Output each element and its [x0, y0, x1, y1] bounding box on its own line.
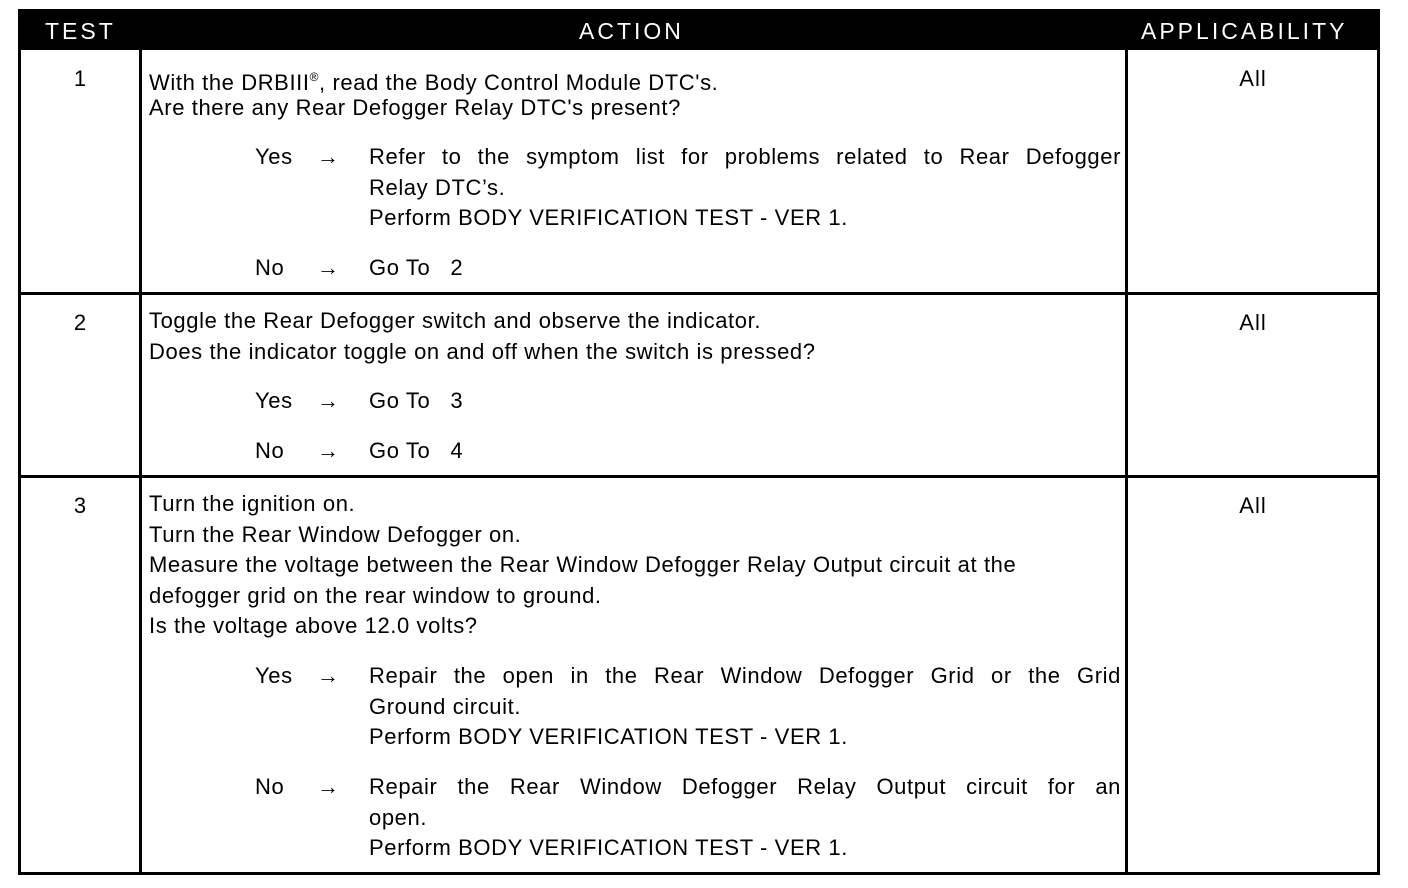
arrow-icon: → — [317, 438, 340, 463]
diagnostic-test-table — [18, 9, 1380, 875]
column-divider — [1125, 50, 1128, 872]
applicability-value: All — [1239, 493, 1267, 518]
arrow-icon: → — [317, 388, 340, 413]
no-action: Go To 2 — [369, 255, 464, 280]
yes-label: Yes — [255, 388, 293, 413]
no-label: No — [255, 438, 285, 463]
row-divider — [21, 292, 1377, 295]
yes-action: Repair the open in the Rear Window Defogger Grid or the Grid Ground circuit. Perform BODY VERIFICATION TEST - VER 1. — [369, 663, 1121, 749]
applicability-value: All — [1239, 310, 1267, 335]
yes-action: Go To 3 — [369, 388, 464, 413]
test-number: 2 — [73, 310, 87, 335]
test-number: 3 — [73, 493, 87, 518]
no-action: Go To 4 — [369, 438, 464, 463]
arrow-icon: → — [317, 144, 340, 169]
test-number: 1 — [73, 66, 87, 91]
yes-label: Yes — [255, 144, 293, 169]
test-question: Toggle the Rear Defogger switch and observe the indicator. Does the indicator toggle on and off when the switch is pressed? — [149, 308, 816, 364]
yes-label: Yes — [255, 663, 293, 688]
header-test: TEST — [45, 18, 116, 44]
column-divider — [139, 50, 142, 872]
row-divider — [21, 475, 1377, 478]
table-header — [21, 12, 1377, 50]
test-question: Turn the ignition on. Turn the Rear Window Defogger on. Measure the voltage between the Rear Window Defogger Relay Output circuit at the defogger grid on the rear window to ground. Is the voltage above 12.0 volts? — [149, 491, 1017, 638]
header-action: ACTION — [579, 18, 684, 44]
yes-action: Refer to the symptom list for problems related to Rear Defogger Relay DTC’s. Perform BODY VERIFICATION TEST - VER 1. — [369, 144, 1121, 230]
arrow-icon: → — [317, 774, 340, 799]
no-label: No — [255, 774, 285, 799]
arrow-icon: → — [317, 663, 340, 688]
applicability-value: All — [1239, 66, 1267, 91]
header-applicability: APPLICABILITY — [1141, 18, 1348, 44]
no-label: No — [255, 255, 285, 280]
no-action: Repair the Rear Window Defogger Relay Output circuit for an open. Perform BODY VERIFICATION TEST - VER 1. — [369, 774, 1121, 860]
test-question: With the DRBIII®, read the Body Control Module DTC's. Are there any Rear Defogger Relay DTC's present? — [149, 70, 719, 120]
arrow-icon: → — [317, 255, 340, 280]
